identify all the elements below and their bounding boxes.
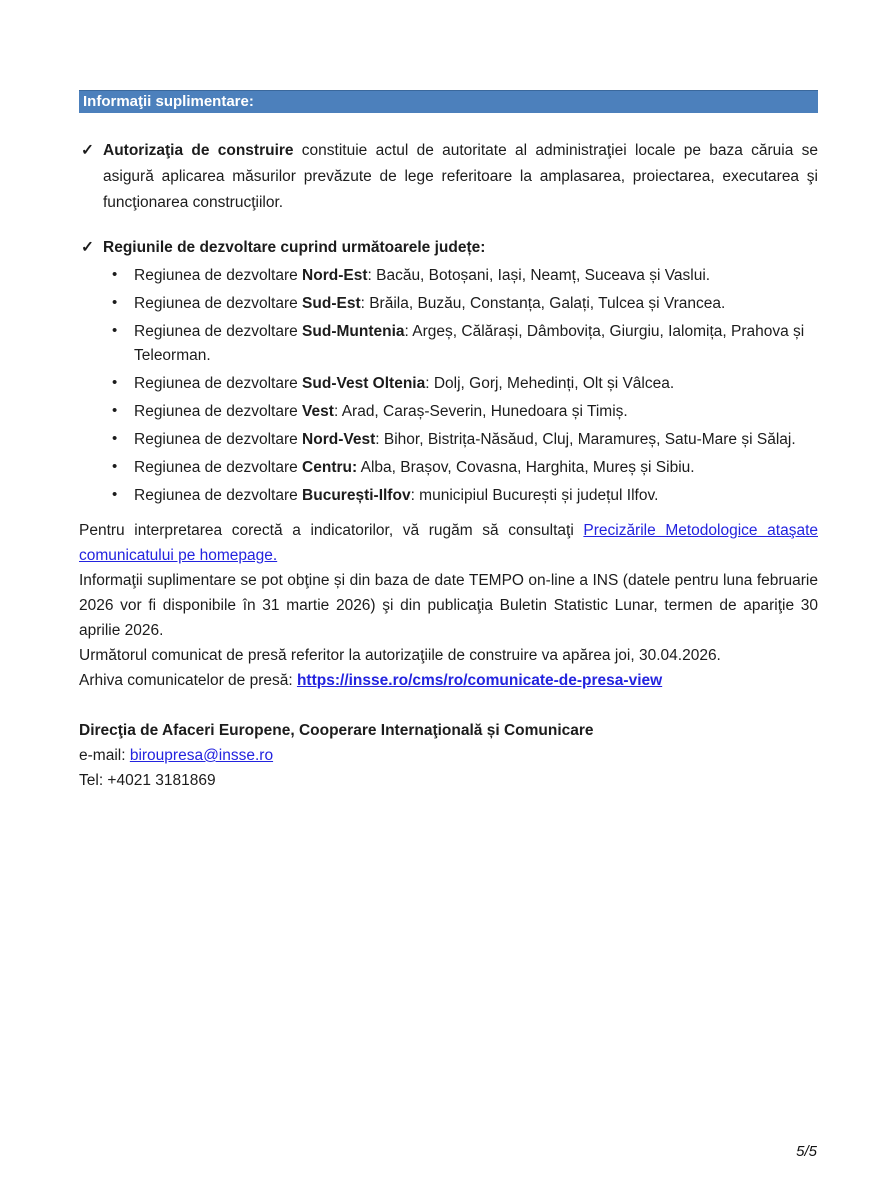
region-lead: Regiunea de dezvoltare: [134, 487, 303, 504]
archive-paragraph: [79, 668, 818, 693]
region-lead: Regiunea de dezvoltare: [134, 295, 303, 312]
region-counties: Alba, Brașov, Covasna, Harghita, Mureș și Sibiu.: [357, 459, 695, 476]
bullet-icon: •: [112, 322, 118, 339]
methodology-link[interactable]: Precizările Metodologice ataşate comunicatului pe homepage.: [79, 522, 818, 564]
region-list-item: [79, 456, 818, 480]
phone-line: Tel: +4021 3181869: [79, 772, 216, 789]
region-counties: : Dolj, Gorj, Mehedinți, Olt și Vâlcea.: [425, 375, 675, 392]
region-counties: : Arad, Caraș-Severin, Hunedoara și Timiș.: [333, 403, 628, 420]
notes-block: [79, 518, 818, 693]
region-list: [79, 264, 818, 508]
next-release-paragraph: Următorul comunicat de presă referitor la autorizaţiile de construire va apărea joi, 30.04.2026.: [79, 647, 721, 664]
region-list-item: [79, 428, 818, 452]
region-name: Vest: [302, 403, 334, 420]
press-archive-link[interactable]: https://insse.ro/cms/ro/comunicate-de-presa-view: [296, 672, 663, 689]
region-lead: Regiunea de dezvoltare: [134, 459, 303, 476]
regions-heading: Regiunile de dezvoltare cuprind următoarele județe:: [103, 239, 486, 256]
bullet-icon: •: [112, 402, 118, 419]
page-number: 5/5: [796, 1143, 817, 1160]
region-counties: : Brăila, Buzău, Constanța, Galați, Tulcea și Vrancea.: [360, 295, 726, 312]
email-line: [79, 743, 818, 768]
bullet-icon: •: [112, 430, 118, 447]
region-list-item: [79, 320, 818, 368]
region-list-item: [79, 372, 818, 396]
region-name: Sud-Muntenia: [302, 323, 405, 340]
archive-label: Arhiva comunicatelor de presă:: [79, 672, 297, 689]
bullet-icon: •: [112, 266, 118, 283]
region-counties: : Argeș, Călărași, Dâmbovița, Giurgiu, Ialomița, Prahova și Teleorman.: [134, 323, 805, 364]
contact-block: [79, 718, 818, 793]
autorizatia-definition: constituie actul de autoritate al administraţiei locale pe baza căruia se asigură aplicarea măsurilor prevăzute de lege referitoare la amplasarea, proiectarea, executarea şi funcţionarea construcţiilor.: [103, 142, 818, 211]
region-counties: : municipiul București și județul Ilfov.: [410, 487, 659, 504]
region-name: Nord-Vest: [302, 431, 376, 448]
section-header-label: Informaţii suplimentare:: [83, 93, 254, 110]
region-lead: Regiunea de dezvoltare: [134, 375, 303, 392]
tempo-paragraph: Informaţii suplimentare se pot obţine și din baza de date TEMPO on-line a INS (datele pentru luna februarie 2026 vor fi disponibile în 31 martie 2026) şi din publicaţia Buletin Statistic Lunar, termen de apariţie 30 aprilie 2026.: [79, 572, 818, 639]
check-icon: ✓: [81, 239, 94, 256]
region-counties: : Bihor, Bistrița-Năsăud, Cluj, Maramureș, Satu-Mare și Sălaj.: [375, 431, 796, 448]
section-header-bar: [79, 90, 818, 113]
region-list-item: [79, 484, 818, 508]
region-name: Sud-Est: [302, 295, 361, 312]
email-label: e-mail:: [79, 747, 130, 764]
check-icon: ✓: [81, 142, 94, 159]
region-name: Sud-Vest Oltenia: [302, 375, 426, 392]
region-list-item: [79, 264, 818, 288]
email-link[interactable]: biroupresa@insse.ro: [129, 747, 274, 764]
region-list-item: [79, 292, 818, 316]
region-lead: Regiunea de dezvoltare: [134, 403, 303, 420]
region-name: Nord-Est: [302, 267, 368, 284]
interpretation-text: Pentru interpretarea corectă a indicatorilor, vă rugăm să consultaţi: [79, 522, 584, 539]
bullet-icon: •: [112, 294, 118, 311]
bullet-icon: •: [112, 374, 118, 391]
department-name: Direcţia de Afaceri Europene, Cooperare Internaţională și Comunicare: [79, 722, 594, 739]
autorizatia-item: [79, 138, 818, 216]
region-name: Centru:: [302, 459, 358, 476]
region-lead: Regiunea de dezvoltare: [134, 323, 303, 340]
region-counties: : Bacău, Botoșani, Iași, Neamț, Suceava și Vaslui.: [367, 267, 711, 284]
region-lead: Regiunea de dezvoltare: [134, 267, 303, 284]
region-name: București-Ilfov: [302, 487, 411, 504]
bullet-icon: •: [112, 486, 118, 503]
autorizatia-term: Autorizaţia de construire: [103, 142, 294, 159]
interpretation-paragraph: [79, 518, 818, 568]
region-lead: Regiunea de dezvoltare: [134, 431, 303, 448]
regions-heading-item: [79, 235, 818, 261]
region-list-item: [79, 400, 818, 424]
bullet-icon: •: [112, 458, 118, 475]
page-content: [79, 90, 818, 793]
